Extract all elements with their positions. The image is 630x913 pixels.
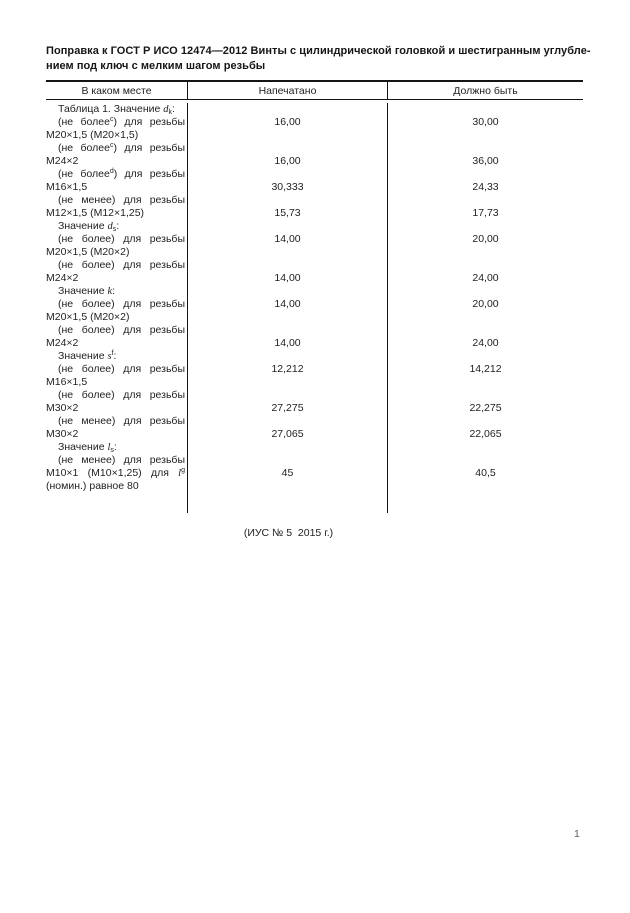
cell-location: Значение $d_s$: [46, 220, 188, 233]
cell-printed: 14,00 [188, 337, 388, 350]
document-title-line2: нием под ключ с мелким шагом резьбы [46, 59, 266, 72]
cell-printed [188, 129, 388, 142]
table-rule-extension [46, 493, 583, 513]
cell-printed [188, 389, 388, 402]
cell-should-be: 24,00 [472, 337, 499, 349]
column-header-printed: Напечатано [188, 82, 388, 99]
cell-location: (не менее) для резьбы [46, 194, 188, 207]
cell-location: М24×2 [46, 272, 188, 285]
cell-printed [188, 376, 388, 389]
cell-location: (не более) для резьбы [46, 259, 188, 272]
table-row [46, 259, 583, 272]
cell-should-be [388, 480, 583, 493]
table-row [46, 389, 583, 402]
table-row [46, 480, 583, 493]
table-row [46, 298, 583, 311]
cell-location: (номин.) равное 80 [46, 480, 188, 493]
cell-printed [188, 194, 388, 207]
cell-printed [188, 311, 388, 324]
table-row [46, 415, 583, 428]
cell-location: (не менее) для резьбы [46, 415, 188, 428]
cell-location: (не более$^d$) для резьбы [46, 168, 188, 181]
cell-location: М24×2 [46, 155, 188, 168]
table-row [46, 155, 583, 168]
cell-printed: 45 [188, 467, 388, 480]
cell-location: М30×2 [46, 402, 188, 415]
cell-printed [188, 480, 388, 493]
table-body [46, 100, 583, 513]
cell-location: М16×1,5 [46, 376, 188, 389]
table-row [46, 103, 583, 116]
cell-printed: 15,73 [188, 207, 388, 220]
cell-should-be [388, 103, 583, 116]
cell-printed [188, 415, 388, 428]
cell-location: Таблица 1. Значение $d_k$: [46, 103, 188, 116]
cell-printed [188, 350, 388, 363]
page-number: 1 [574, 828, 580, 840]
cell-location: Значение $s^f$: [46, 350, 188, 363]
cell-should-be [388, 376, 583, 389]
cell-should-be: 20,00 [472, 233, 499, 245]
cell-location: (не более$^c$) для резьбы [46, 142, 188, 155]
document-title [46, 44, 591, 73]
footer-publication-note: (ИУС № 5 2015 г.) [243, 527, 334, 539]
cell-should-be [388, 311, 583, 324]
cell-should-be [388, 350, 583, 363]
table-row [46, 350, 583, 363]
cell-location: М20×1,5 (М20×2) [46, 246, 188, 259]
table-row [46, 168, 583, 181]
table-row [46, 220, 583, 233]
table-row [46, 194, 583, 207]
table-row [46, 337, 583, 350]
column-header-should-be: Должно быть [453, 84, 518, 97]
cell-should-be [388, 454, 583, 467]
table-row [46, 324, 583, 337]
table-row [46, 142, 583, 155]
cell-printed [188, 441, 388, 454]
cell-printed: 16,00 [188, 155, 388, 168]
cell-location: (не более$^c$) для резьбы [46, 116, 188, 129]
table-row [46, 311, 583, 324]
correction-table [46, 80, 583, 513]
cell-location: М10×1 (М10×1,25) для $l^g$ [46, 467, 188, 480]
cell-printed [188, 246, 388, 259]
cell-printed [188, 259, 388, 272]
cell-location: Значение k: [46, 285, 188, 298]
cell-should-be [388, 246, 583, 259]
table-row [46, 116, 583, 129]
cell-printed [188, 168, 388, 181]
cell-should-be: 36,00 [472, 155, 499, 167]
table-row [46, 246, 583, 259]
table-row [46, 285, 583, 298]
table-row [46, 129, 583, 142]
cell-should-be [388, 129, 583, 142]
cell-printed [188, 285, 388, 298]
cell-should-be: 22,065 [469, 428, 502, 440]
table-row [46, 233, 583, 246]
cell-should-be: 24,00 [472, 272, 499, 284]
cell-should-be: 24,33 [472, 181, 499, 193]
table-row [46, 207, 583, 220]
cell-printed: 14,00 [188, 233, 388, 246]
cell-printed: 14,00 [188, 298, 388, 311]
document-title-line1: Поправка к ГОСТ Р ИСО 12474—2012 Винты с цилиндрической головкой и шестигранным углубле- [46, 45, 591, 57]
cell-should-be: 17,73 [472, 207, 499, 219]
cell-location: (не более) для резьбы [46, 298, 188, 311]
table-row [46, 428, 583, 441]
cell-should-be: 22,275 [469, 402, 502, 414]
table-row [46, 272, 583, 285]
cell-location: (не более) для резьбы [46, 363, 188, 376]
column-header-location: В каком месте [46, 82, 188, 99]
cell-location: М20×1,5 (М20×2) [46, 311, 188, 324]
cell-should-be [388, 324, 583, 337]
cell-location: (не более) для резьбы [46, 233, 188, 246]
cell-should-be [388, 415, 583, 428]
cell-should-be [388, 142, 583, 155]
cell-location: (не более) для резьбы [46, 389, 188, 402]
cell-printed [188, 454, 388, 467]
table-row [46, 454, 583, 467]
cell-should-be [388, 285, 583, 298]
cell-printed: 12,212 [188, 363, 388, 376]
cell-location: М20×1,5 (М20×1,5) [46, 129, 188, 142]
cell-printed [188, 142, 388, 155]
cell-should-be [388, 220, 583, 233]
cell-printed: 30,333 [188, 181, 388, 194]
table-row [46, 376, 583, 389]
cell-should-be: 30,00 [472, 116, 499, 128]
table-row [46, 402, 583, 415]
cell-location: М12×1,5 (М12×1,25) [46, 207, 188, 220]
cell-should-be [388, 441, 583, 454]
table-row [46, 441, 583, 454]
cell-location: Значение $l_s$: [46, 441, 188, 454]
table-header-row [46, 82, 583, 100]
cell-should-be: 14,212 [469, 363, 502, 375]
cell-printed: 16,00 [188, 116, 388, 129]
cell-location: М24×2 [46, 337, 188, 350]
table-row [46, 181, 583, 194]
cell-location: (не менее) для резьбы [46, 454, 188, 467]
cell-should-be: 40,5 [475, 467, 496, 479]
cell-location: (не более) для резьбы [46, 324, 188, 337]
table-row [46, 467, 583, 480]
cell-printed: 27,065 [188, 428, 388, 441]
cell-printed [188, 324, 388, 337]
cell-printed [188, 103, 388, 116]
cell-should-be [388, 168, 583, 181]
table-row [46, 363, 583, 376]
cell-should-be [388, 259, 583, 272]
cell-should-be [388, 194, 583, 207]
cell-printed: 14,00 [188, 272, 388, 285]
cell-location: М16×1,5 [46, 181, 188, 194]
cell-should-be: 20,00 [472, 298, 499, 310]
cell-should-be [388, 389, 583, 402]
cell-printed [188, 220, 388, 233]
cell-location: М30×2 [46, 428, 188, 441]
cell-printed: 27,275 [188, 402, 388, 415]
